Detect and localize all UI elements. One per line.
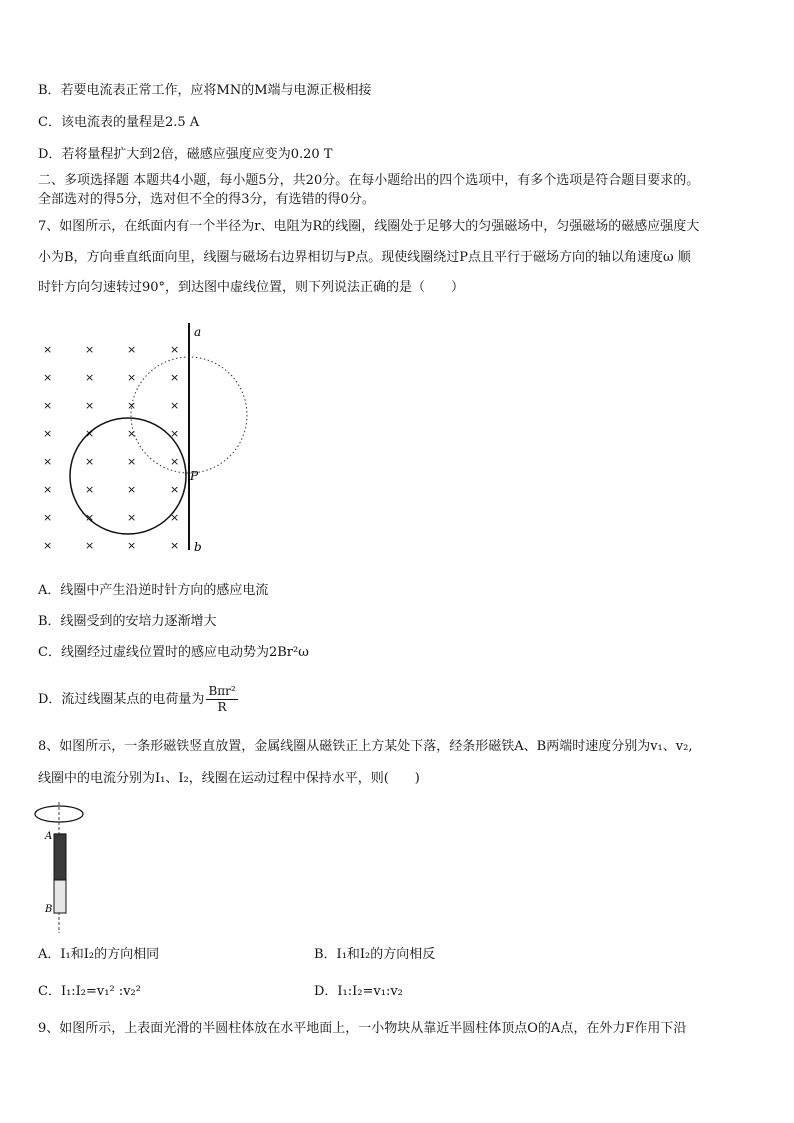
q8-option-a: A．I₁和I₂的方向相同 xyxy=(38,947,160,962)
label-b: b xyxy=(194,540,202,554)
q6-option-c: C．该电流表的量程是2.5 A xyxy=(38,115,200,130)
q8-option-b: B．I₁和I₂的方向相反 xyxy=(314,947,436,962)
charge-fraction xyxy=(206,684,237,715)
field-cross-mark: × xyxy=(170,343,180,356)
fraction-denominator: R xyxy=(217,700,227,714)
section2-instructions-line2: 全部选对的得5分，选对但不全的得3分，有选错的得0分。 xyxy=(38,192,375,207)
q8-option-c: C．I₁:I₂=v₁² :v₂² xyxy=(38,984,141,999)
label-a: a xyxy=(194,325,202,339)
fraction-numerator: Bπr² xyxy=(208,684,236,698)
field-cross-mark: × xyxy=(85,343,95,356)
field-cross-mark: × xyxy=(43,343,53,356)
field-cross-mark: × xyxy=(43,511,53,524)
q7-option-c: C．线圈经过虚线位置时的感应电动势为2Br²ω xyxy=(38,645,309,660)
field-cross-mark: × xyxy=(43,539,53,552)
magnetic-field-crosses xyxy=(43,343,179,552)
field-cross-mark: × xyxy=(170,483,180,496)
q6-option-d: D．若将量程扩大到2倍，磁感应强度应变为0.20 T xyxy=(38,147,333,162)
field-cross-mark: × xyxy=(127,399,137,412)
label-B: B xyxy=(45,904,53,915)
field-cross-mark: × xyxy=(127,483,137,496)
field-cross-mark: × xyxy=(43,399,53,412)
field-cross-mark: × xyxy=(85,399,95,412)
q8-option-d: D．I₁:I₂=v₁:v₂ xyxy=(314,984,403,999)
q7-stem-line2: 小为B，方向垂直纸面向里，线圈与磁场右边界相切与P点。现使线圈绕过P点且平行于磁场方向的轴以角速度ω 顺 xyxy=(38,250,691,265)
label-P: P xyxy=(190,469,199,483)
field-cross-mark: × xyxy=(85,371,95,384)
field-cross-mark: × xyxy=(170,511,180,524)
field-cross-mark: × xyxy=(85,427,95,440)
field-cross-mark: × xyxy=(127,455,137,468)
field-cross-mark: × xyxy=(127,539,137,552)
field-cross-mark: × xyxy=(170,399,180,412)
field-cross-mark: × xyxy=(170,427,180,440)
section2-instructions-line1: 二、多项选择题 本题共4小题，每小题5分，共20分。在每小题给出的四个选项中，有多个选项是符合题目要求的。 xyxy=(38,173,700,188)
q8-stem-line2: 线圈中的电流分别为I₁、I₂，线圈在运动过程中保持水平，则( ) xyxy=(38,771,420,786)
field-cross-mark: × xyxy=(127,371,137,384)
q7-option-d xyxy=(38,684,238,715)
q7-stem-line1: 7、如图所示，在纸面内有一个半径为r、电阻为R的线圈，线圈处于足够大的匀强磁场中，匀强磁场的磁感应强度大 xyxy=(38,219,700,234)
q8-figure xyxy=(30,800,100,935)
field-cross-mark: × xyxy=(85,455,95,468)
q7-option-d-prefix: D．流过线圈某点的电荷量为 xyxy=(38,692,205,707)
field-cross-mark: × xyxy=(43,455,53,468)
magnet-south-section xyxy=(54,880,66,913)
q9-stem-line1: 9、如图所示，上表面光滑的半圆柱体放在水平地面上，一小物块从靠近半圆柱体顶点O的A点，在外力F作用下沿 xyxy=(38,1021,687,1036)
field-cross-mark: × xyxy=(43,483,53,496)
field-cross-mark: × xyxy=(85,483,95,496)
q8-stem-line1: 8、如图所示，一条形磁铁竖直放置，金属线圈从磁铁正上方某处下落，经条形磁铁A、B两端时速度分别为v₁、v₂, xyxy=(38,739,693,754)
field-cross-mark: × xyxy=(170,539,180,552)
q7-option-a: A．线圈中产生沿逆时针方向的感应电流 xyxy=(38,583,269,598)
q7-stem-line3: 时针方向匀速转过90°，到达图中虚线位置，则下列说法正确的是（ ） xyxy=(38,280,465,295)
q7-option-b: B．线圈受到的安培力逐渐增大 xyxy=(38,614,217,629)
field-cross-mark: × xyxy=(85,511,95,524)
field-cross-mark: × xyxy=(170,371,180,384)
field-cross-mark: × xyxy=(43,427,53,440)
field-cross-mark: × xyxy=(127,427,137,440)
q7-figure xyxy=(30,318,260,558)
field-cross-mark: × xyxy=(43,371,53,384)
field-cross-mark: × xyxy=(170,455,180,468)
field-cross-mark: × xyxy=(85,539,95,552)
q6-option-b: B．若要电流表正常工作，应将MN的M端与电源正极相接 xyxy=(38,83,372,98)
label-A: A xyxy=(45,831,53,842)
field-cross-mark: × xyxy=(127,511,137,524)
magnet-north-section xyxy=(54,834,66,880)
field-cross-mark: × xyxy=(127,343,137,356)
